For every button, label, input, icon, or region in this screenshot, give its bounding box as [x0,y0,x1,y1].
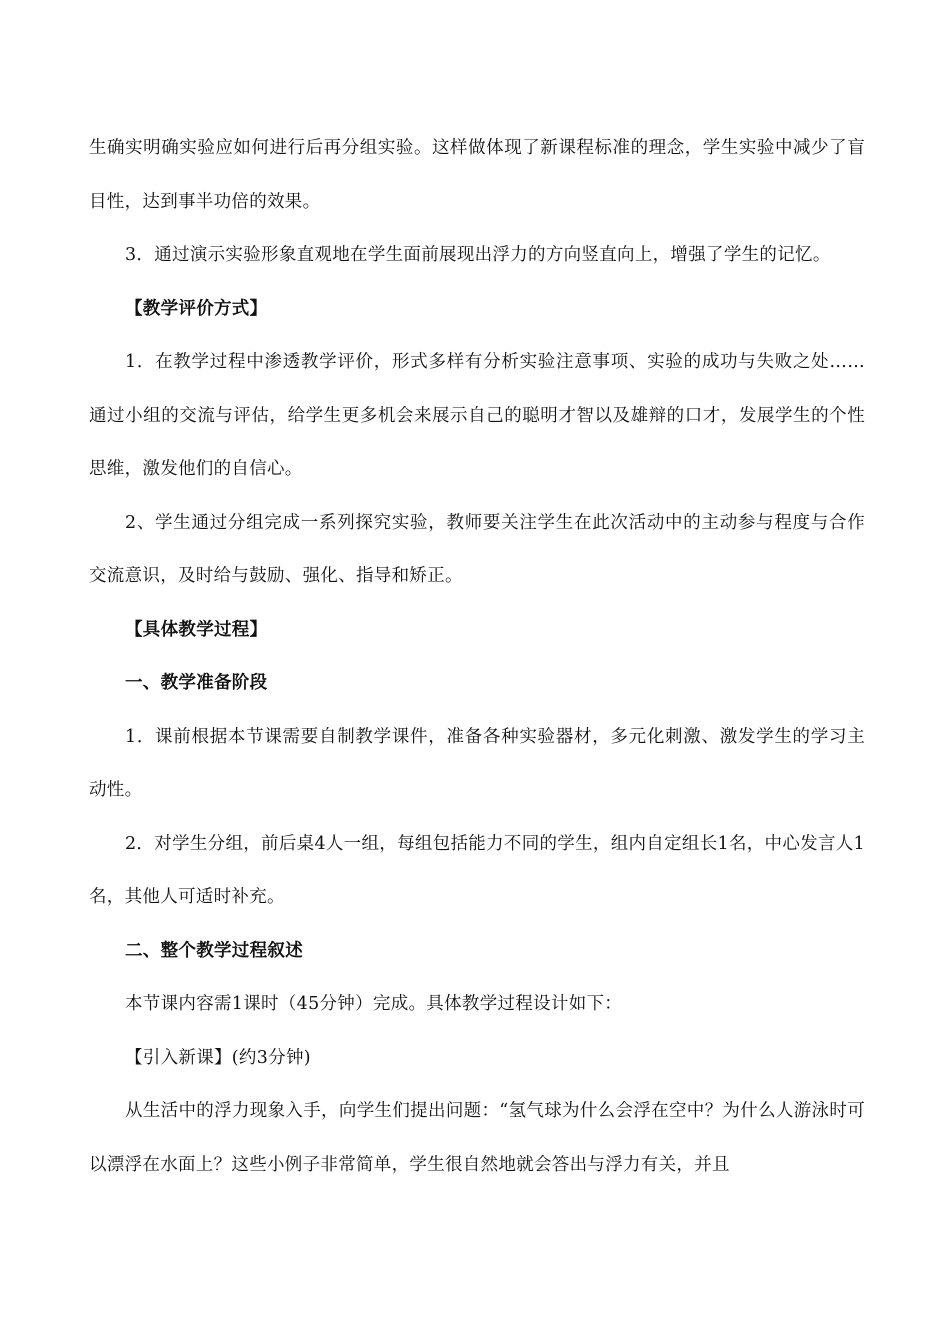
paragraph-preparation-2: 2．对学生分组，前后桌4人一组，每组包括能力不同的学生，组内自定组长1名，中心发言人1名，其他人可适时补充。 [89,833,865,907]
heading-teaching-process: 【具体教学过程】 [125,619,268,640]
paragraph-preparation-1: 1．课前根据本节课需要自制教学课件，准备各种实验器材，多元化刺激、激发学生的学习主动性。 [89,726,865,800]
paragraph-lesson-duration: 本节课内容需1课时（45分钟）完成。具体教学过程设计如下： [125,994,623,1014]
paragraph-intro-content: 从生活中的浮力现象入手，向学生们提出问题：“氢气球为什么会浮在空中？为什么人游泳时可以漂浮在水面上？这些小例子非常简单，学生很自然地就会答出与浮力有关，并且 [89,1101,865,1175]
heading-preparation-stage: 一、教学准备阶段 [125,673,268,693]
paragraph-evaluation-1: 1．在教学过程中渗透教学评价，形式多样有分析实验注意事项、实验的成功与失败之处……通过小组的交流与评估，给学生更多机会来展示自己的聪明才智以及雄辩的口才，发展学生的个性思维，激发他们的自信心。 [89,352,865,479]
paragraph-continuation: 生确实明确实验应如何进行后再分组实验。这样做体现了新课程标准的理念，学生实验中减少了盲目性，达到事半功倍的效果。 [89,138,865,212]
document-page [89,122,865,1192]
paragraph-point-3: 3．通过演示实验形象直观地在学生面前展现出浮力的方向竖直向上，增强了学生的记忆。 [125,245,831,265]
paragraph-intro-label: 【引入新课】(约3分钟) [125,1047,311,1068]
paragraph-evaluation-2: 2、学生通过分组完成一系列探究实验，教师要关注学生在此次活动中的主动参与程度与合作交流意识，及时给与鼓励、强化、指导和矫正。 [89,512,865,586]
heading-evaluation-methods: 【教学评价方式】 [125,298,268,319]
heading-process-description: 二、整个教学过程叙述 [125,940,303,961]
